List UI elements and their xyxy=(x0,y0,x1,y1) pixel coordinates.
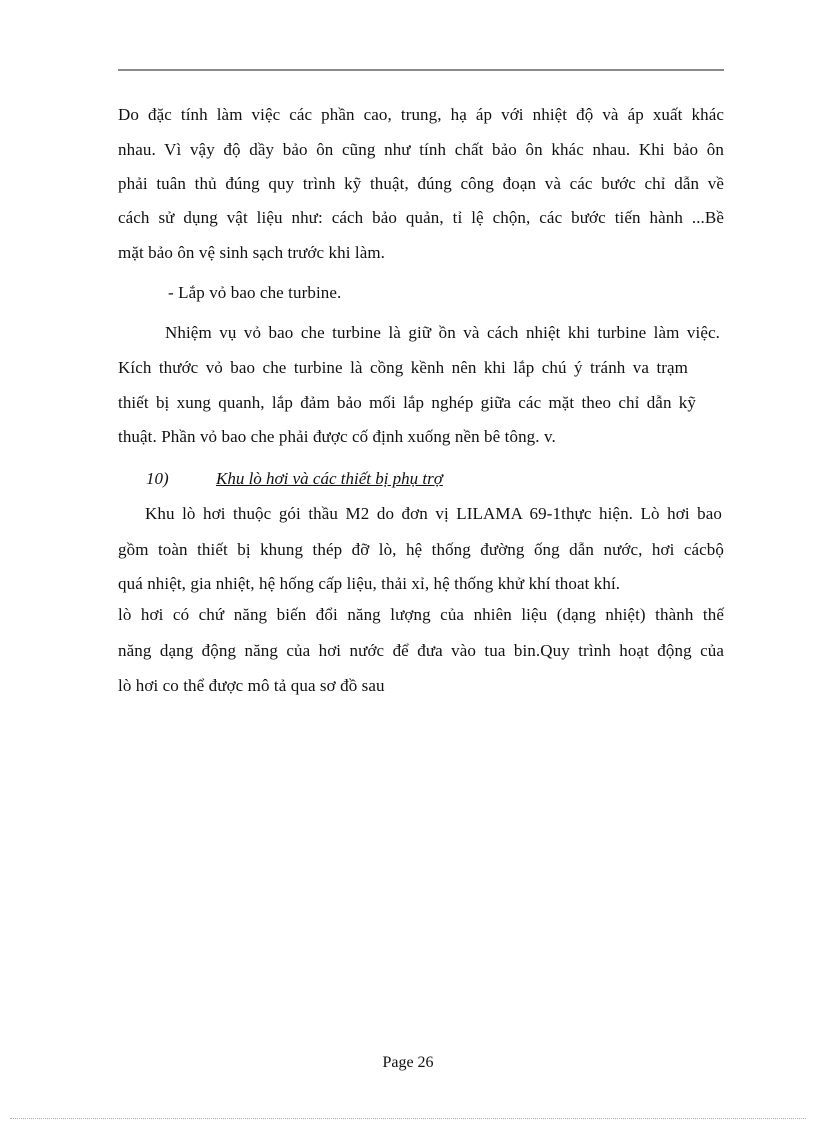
paragraph-1-line-5: mặt bảo ôn vệ sinh sạch trước khi làm. xyxy=(118,243,386,262)
paragraph-2-line-2: Kích thước vỏ bao che turbine là cồng kềnh nên khi lắp chú ý tránh va trạm xyxy=(118,358,688,377)
paragraph-4-line-2: năng dạng động năng của hơi nước để đưa vào tua bin.Quy trình hoạt động của xyxy=(118,641,724,660)
paragraph-1-line-2: nhau. Vì vậy độ dầy bảo ôn cũng như tính chất bảo ôn khác nhau. Khi bảo ôn xyxy=(118,140,724,159)
paragraph-1-line-3: phải tuân thủ đúng quy trình kỹ thuật, đúng công đoạn và các bước chỉ dẫn về xyxy=(118,174,724,193)
section-title: Khu lò hơi và các thiết bị phụ trợ xyxy=(216,469,443,488)
paragraph-3-line-1: Khu lò hơi thuộc gói thầu M2 do đơn vị LILAMA 69-1thực hiện. Lò hơi bao xyxy=(145,504,722,523)
paragraph-1-line-1: Do đặc tính làm việc các phần cao, trung, hạ áp với nhiệt độ và áp xuất khác xyxy=(118,105,724,124)
page-bottom-border xyxy=(10,1118,806,1119)
paragraph-3-line-3: quá nhiệt, gia nhiệt, hệ hống cấp liệu, thải xỉ, hệ thống khử khí thoat khí. xyxy=(118,574,621,593)
paragraph-4-line-3: lò hơi co thể được mô tả qua sơ đồ sau xyxy=(118,676,385,695)
paragraph-2-line-4: thuật. Phần vỏ bao che phải được cố định xuống nền bê tông. v. xyxy=(118,427,556,446)
paragraph-1-line-4: cách sử dụng vật liệu như: cách bảo quản, tỉ lệ chộn, các bước tiến hành ...Bề xyxy=(118,208,724,227)
paragraph-2-line-1: Nhiệm vụ vỏ bao che turbine là giữ ồn và cách nhiệt khi turbine làm việc. xyxy=(165,323,720,342)
paragraph-4-line-1: lò hơi có chứ năng biến đổi năng lượng của nhiên liệu (dạng nhiệt) thành thế xyxy=(118,605,724,624)
subheading-lap-vo-bao-che: - Lắp vỏ bao che turbine. xyxy=(168,283,342,302)
section-number: 10) xyxy=(146,469,169,488)
page-number: Page 26 xyxy=(382,1054,434,1071)
paragraph-3-line-2: gồm toàn thiết bị khung thép đỡ lò, hệ thống đường ống dẫn nước, hơi cácbộ xyxy=(118,540,724,559)
paragraph-2-line-3: thiết bị xung quanh, lắp đảm bảo mối lắp nghép giữa các mặt theo chỉ dẫn kỹ xyxy=(118,393,696,412)
header-rule xyxy=(118,69,724,71)
